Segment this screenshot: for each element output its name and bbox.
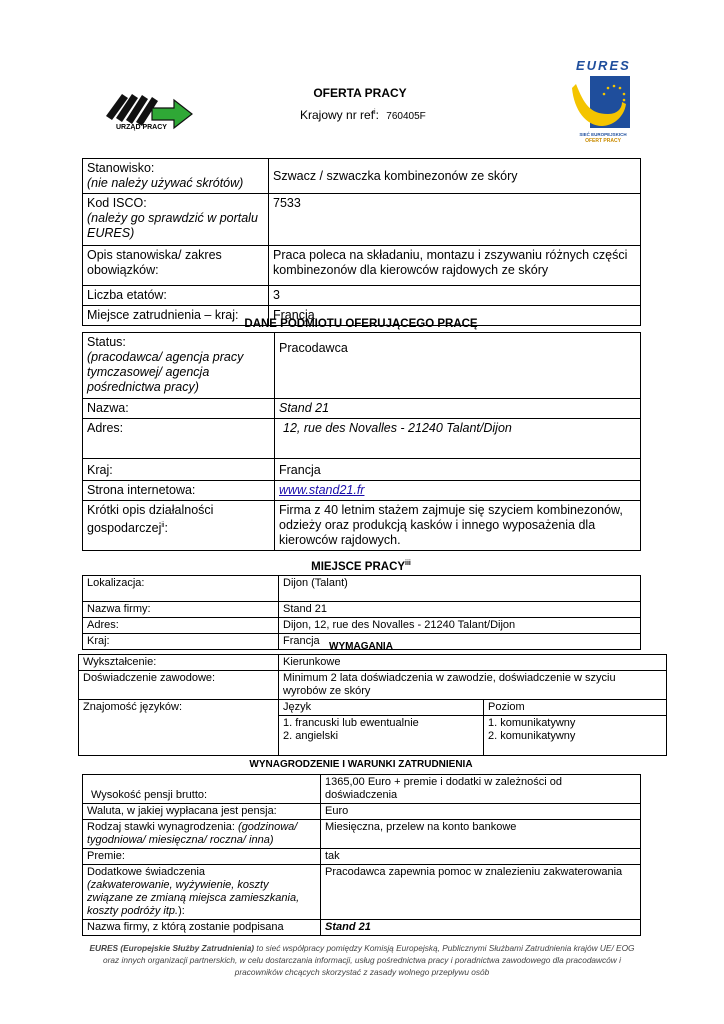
status-label-cell <box>83 333 275 399</box>
wp-address-label: Adres: <box>87 619 119 631</box>
count-value: 3 <box>273 288 280 302</box>
table-row <box>83 602 641 618</box>
website-value-cell <box>275 481 641 501</box>
language-header: Język <box>283 701 312 713</box>
list-item: 1. francuski lub ewentualnie <box>283 717 419 729</box>
location-label: Lokalizacja: <box>87 577 145 589</box>
table-row <box>83 246 641 286</box>
location-label-cell <box>83 576 279 602</box>
workplace-section-title <box>82 560 640 573</box>
level-header: Poziom <box>488 701 525 713</box>
rate-label: Rodzaj stawki wynagrodzenia: <box>87 821 235 833</box>
salary-section-title: WYNAGRODZENIE I WARUNKI ZATRUDNIENIA <box>249 759 473 770</box>
status-label: Status: <box>87 335 126 349</box>
level-header-cell <box>484 700 667 716</box>
list-item: 1. komunikatywny <box>488 717 576 729</box>
footer-line-3: pracowników chcących skorzystać z zasady wolnego przepływu osób <box>234 967 490 977</box>
education-label-cell <box>79 655 279 671</box>
country-label-cell <box>83 459 275 481</box>
currency-label: Waluta, w jakiej wypłacana jest pensja: <box>87 805 277 817</box>
contract-label: Nazwa firmy, z którą zostanie podpisana <box>87 921 284 933</box>
table-row <box>83 804 641 820</box>
job-table <box>82 158 641 326</box>
education-value: Kierunkowe <box>283 656 341 668</box>
table-row <box>83 159 641 194</box>
table-row <box>83 920 641 936</box>
name-label: Nazwa: <box>87 401 129 415</box>
desc-label: Opis stanowiska/ zakres obowiązków: <box>87 248 222 277</box>
reference-colon: : <box>375 108 379 122</box>
eures-logo-emblem <box>568 74 636 130</box>
table-row <box>83 399 641 419</box>
education-label: Wykształcenie: <box>83 656 157 668</box>
location-value-cell <box>279 576 641 602</box>
activity-label: Krótki opis działalności gospodarczej <box>87 503 214 536</box>
reference-label: Krajowy nr ref <box>300 108 375 122</box>
table-row <box>83 194 641 246</box>
requirements-section-title: WYMAGANIA <box>329 641 393 652</box>
bonus-label-cell <box>83 849 321 865</box>
table-row <box>83 419 641 459</box>
levels-list-cell <box>484 716 667 756</box>
footer-eures-name: EURES (Europejskie Służby Zatrudnienia) <box>89 943 255 953</box>
contract-label-cell <box>83 920 321 936</box>
employer-table <box>82 332 641 551</box>
isco-value-cell <box>269 194 641 246</box>
status-hint: (pracodawca/ agencja pracy tymczasowej/ agencja pośrednictwa pracy) <box>87 350 244 394</box>
wp-address-label-cell <box>83 618 279 634</box>
list-item: 2. angielski <box>283 730 339 742</box>
activity-value-cell <box>275 501 641 551</box>
table-row <box>79 671 667 700</box>
country-value: Francja <box>279 463 321 477</box>
address-value: 12, rue des Novalles - 21240 Talant/Dijon <box>283 421 512 435</box>
activity-colon: : <box>164 521 168 536</box>
employer-section-title: DANE PODMIOTU OFERUJĄCEGO PRACĘ <box>244 318 478 330</box>
experience-value: Minimum 2 lata doświadczenia w zawodzie, doświadczenie w szyciu wyrobów ze skóry <box>283 672 616 697</box>
list-item: 2. komunikatywny <box>488 730 576 742</box>
country-label: Kraj: <box>87 463 113 477</box>
reference-footnote: i <box>374 109 376 116</box>
table-row <box>83 481 641 501</box>
table-row <box>83 501 641 551</box>
requirements-table <box>78 654 667 756</box>
count-label-cell <box>83 286 269 306</box>
eures-logo-caption-1: SIEĆ EUROPEJSKICH <box>579 132 627 137</box>
table-row <box>83 849 641 865</box>
position-value-cell <box>269 159 641 194</box>
amount-value-cell <box>321 775 641 804</box>
isco-hint: (należy go sprawdzić w portalu EURES) <box>87 211 258 240</box>
amount-label-cell <box>83 775 321 804</box>
urzad-pracy-logo <box>96 86 198 138</box>
company-label: Nazwa firmy: <box>87 603 151 615</box>
name-value: Stand 21 <box>279 401 330 415</box>
wp-address-value-cell <box>279 618 641 634</box>
contract-value-cell <box>321 920 641 936</box>
address-label: Adres: <box>87 421 124 435</box>
desc-value-cell <box>269 246 641 286</box>
rate-value: Miesięczna, przelew na konto bankowe <box>325 821 517 833</box>
workplace-section-label: MIEJSCE PRACY <box>311 560 406 573</box>
eures-logo-title: EURES <box>576 58 631 73</box>
benefits-value-cell <box>321 865 641 920</box>
currency-value-cell <box>321 804 641 820</box>
reference-line <box>300 108 426 122</box>
status-value-cell <box>275 333 641 399</box>
table-row <box>83 618 641 634</box>
eures-logo-caption-2: OFERT PRACY <box>585 138 621 144</box>
currency-label-cell <box>83 804 321 820</box>
name-label-cell <box>83 399 275 419</box>
wp-address-value: Dijon, 12, rue des Novalles - 21240 Talant/Dijon <box>283 619 516 631</box>
benefits-label: Dodatkowe świadczenia <box>87 866 206 878</box>
footer-note <box>60 942 664 978</box>
status-value: Pracodawca <box>279 341 348 355</box>
desc-label-cell <box>83 246 269 286</box>
position-hint: (nie należy używać skrótów) <box>87 176 244 190</box>
contract-value: Stand 21 <box>325 921 371 933</box>
name-value-cell <box>275 399 641 419</box>
benefits-hint: (zakwaterowanie, wyżywienie, koszty związane ze zmianą miejsca zamieszkania, koszty podróży itp. <box>87 879 300 917</box>
languages-label: Znajomość języków: <box>83 701 183 713</box>
amount-value: 1365,00 Euro + premie i dodatki w zależności od doświadczenia <box>325 776 562 801</box>
location-value: Dijon (Talant) <box>283 577 348 589</box>
activity-value: Firma z 40 letnim stażem zajmuje się szyciem kombinezonów, odzieży oraz produkcją kasków i innego wyposażenia dla kierowców rajdowych. <box>279 503 623 547</box>
amount-label: Wysokość pensji brutto: <box>91 789 208 801</box>
rate-value-cell <box>321 820 641 849</box>
table-row <box>83 286 641 306</box>
language-header-cell <box>279 700 484 716</box>
table-row <box>83 576 641 602</box>
company-label-cell <box>83 602 279 618</box>
place-label: Miejsce zatrudnienia – kraj: <box>87 308 239 322</box>
footer-line-1-text: to sieć współpracy pomiędzy Komisją Europejską, Publicznymi Służbami Zatrudnienia krajów UE/ EOG <box>254 943 635 953</box>
rate-hint: (godzinowa/ tygodniowa/ miesięczna/ roczna/ inna) <box>87 821 298 846</box>
rate-label-cell <box>83 820 321 849</box>
position-label-cell <box>83 159 269 194</box>
desc-value: Praca poleca na składaniu, montazu i zszywaniu różnych części kombinezonów dla kierowców rajdowych ze skóry <box>273 248 628 277</box>
salary-table <box>82 774 641 936</box>
table-row <box>83 865 641 920</box>
benefits-label-cell <box>83 865 321 920</box>
table-row <box>83 459 641 481</box>
website-link[interactable]: www.stand21.fr <box>279 483 365 497</box>
company-value-cell <box>279 602 641 618</box>
table-row <box>83 820 641 849</box>
country-value-cell <box>275 459 641 481</box>
benefits-value: Pracodawca zapewnia pomoc w znalezieniu zakwaterowania <box>325 866 623 878</box>
wp-country-label: Kraj: <box>87 635 110 647</box>
isco-value: 7533 <box>273 196 301 210</box>
currency-value: Euro <box>325 805 349 817</box>
workplace-table <box>82 575 641 650</box>
footer-line-2: oraz innych organizacji partnerskich, w celu dostarczania informacji, usług pośrednictwa pracy i poradnictwa zawodowego dla pracodawców i <box>103 955 621 965</box>
experience-label: Doświadczenie zawodowe: <box>83 672 216 684</box>
education-value-cell <box>279 655 667 671</box>
languages-list-cell <box>279 716 484 756</box>
reference-value: 760405F <box>386 111 426 122</box>
company-value: Stand 21 <box>283 603 328 615</box>
experience-label-cell <box>79 671 279 700</box>
website-label-cell <box>83 481 275 501</box>
place-value: Francja <box>273 308 315 322</box>
bonus-value-cell <box>321 849 641 865</box>
table-row <box>83 333 641 399</box>
isco-label: Kod ISCO: <box>87 196 147 210</box>
bonus-label: Premie: <box>87 850 125 862</box>
activity-label-cell <box>83 501 275 551</box>
activity-footnote: ii <box>161 522 165 529</box>
languages-label-cell <box>79 700 279 756</box>
position-label: Stanowisko: <box>87 161 155 175</box>
count-value-cell <box>269 286 641 306</box>
workplace-footnote: iii <box>405 560 411 567</box>
position-value: Szwacz / szwaczka kombinezonów ze skóry <box>273 168 518 183</box>
count-label: Liczba etatów: <box>87 288 167 302</box>
benefits-hint-end: ): <box>178 905 185 917</box>
isco-label-cell <box>83 194 269 246</box>
table-row <box>79 655 667 671</box>
table-row <box>79 700 667 716</box>
page-title: OFERTA PRACY <box>313 86 407 100</box>
bonus-value: tak <box>325 850 340 862</box>
eures-logo <box>566 58 638 150</box>
table-row <box>83 775 641 804</box>
wp-country-value: Francja <box>283 635 320 647</box>
website-label: Strona internetowa: <box>87 483 196 497</box>
address-label-cell <box>83 419 275 459</box>
urzad-pracy-logo-text: URZĄD PRACY <box>116 124 167 131</box>
experience-value-cell <box>279 671 667 700</box>
address-value-cell <box>275 419 641 459</box>
footer-line-1 <box>60 942 664 954</box>
